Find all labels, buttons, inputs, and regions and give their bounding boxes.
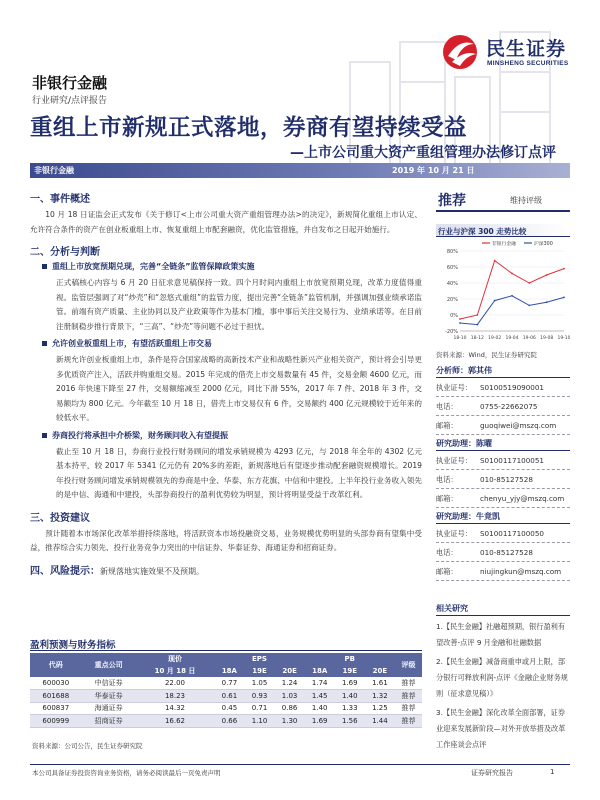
bullet-paragraph: 截止至 10 月 18 日，券商行业投行财务顾问的增发承销规模为 4293 亿元，与 2018 年全年的 4302 亿元基本持平，较 2017 年 5341 亿元仍有 20%多的差距，新规落地后有望逐步推动配套融资规模增长。2019 年投行财务顾问增发承销规模领先的券商是中金、华泰、东方花旗、中信和中建投。上半年投行业务收入领先的是中信、海通和中建投，头部券商投行的盈利优势较为明显，预计将明显受益于改革红利。 xyxy=(56,446,422,499)
x-tick-label: 18-12 xyxy=(470,336,484,341)
bullet-square-icon xyxy=(42,433,47,438)
data-point xyxy=(563,297,565,299)
col-name: 重点公司 xyxy=(82,653,136,677)
trend-chart-svg xyxy=(436,237,570,347)
x-tick-label: 19-06 xyxy=(522,336,536,341)
header-banner xyxy=(30,163,570,178)
related-item[interactable]: 2.【民生金融】减备商重申或月上限，部分银行可释放利润-点评《金融企业财务规则（征求意见稿）》 xyxy=(436,657,568,698)
bullet-square-icon xyxy=(42,341,47,346)
analyst-phone: 电话： 010-85127528 xyxy=(436,470,570,489)
legend-label: 沪深300 xyxy=(534,242,553,247)
risk-heading: 四、风险提示：新规落地实施效果不及预期。 xyxy=(30,565,204,577)
analyst-email[interactable]: 邮箱： guoqiwei@mszq.com xyxy=(436,416,570,435)
data-point xyxy=(528,305,530,307)
x-tick-label: 19-10 xyxy=(557,336,570,341)
related-heading: 相关研究 xyxy=(436,599,570,616)
related-item[interactable]: 3.【民生金融】深化改革全面部署，证券业迎来发展新阶段—对外开放举措及改革工作座谈会点评 xyxy=(436,708,566,749)
col-eps: EPS xyxy=(214,653,304,665)
col-price-date: 10 月 18 日 xyxy=(136,665,215,677)
x-tick-label: 19-08 xyxy=(540,336,554,341)
data-point xyxy=(459,322,461,324)
bullet-heading: 券商投行将承担中介桥梁，财务顾问收入有望提振 xyxy=(30,430,422,445)
related-item[interactable]: 1.【民生金融】社融超预期，银行盈利有望改善-点评 9 月金融和社融数据 xyxy=(436,622,566,647)
series-line xyxy=(460,296,564,325)
analyst-license: 执业证号： S0100519090001 xyxy=(436,378,570,397)
data-point xyxy=(459,318,461,320)
data-point xyxy=(563,268,565,270)
col-rating: 评级 xyxy=(395,653,422,677)
analyst-phone: 电话： 010-85127528 xyxy=(436,543,570,562)
table-row: 600999 招商证券 16.62 0.66 1.10 1.30 1.69 1.56 1.44 推荐 xyxy=(30,715,422,728)
data-point xyxy=(546,301,548,303)
table-row: 600030 中信证券 22.00 0.77 1.05 1.24 1.74 1.69 1.61 推荐 xyxy=(30,677,422,690)
x-tick-label: 19-02 xyxy=(488,336,502,341)
analyst-phone: 电话： 0755-22662075 xyxy=(436,397,570,416)
paragraph: 10 月 18 日证监会正式发布《关于修订<上市公司重大资产重组管理办法>的决定》，新规简化重组上市认定、允许符合条件的资产在创业板重组上市、恢复重组上市配套融资，优化监管措施，并自发布之日起开始施行。 xyxy=(30,210,422,234)
paragraph: 预计随着本市场深化改革举措持续落地，将活跃资本市场投融资交易，业务规模优势明显的头部券商有望集中受益，推荐综合实力领先、投行业务竞争力突出的中信证券、华泰证券、海通证券和招商证券。 xyxy=(30,528,422,552)
data-point xyxy=(511,295,513,297)
table-title: 盈利预测与财务指标 xyxy=(30,637,422,651)
financial-table: 代码 重点公司 现价 EPS PB 评级 10 月 18 日 18A 19E 20E 18A 19E 20E 600030 中信证券 22.00 0.77 1.05 1.24 1.74 1.69 1.61 推荐 601688 华泰证券 18.23 0.61 0.93 1.03 1.45 1.40 1.32 推荐 600837 海通证券 14.32 0.45 0.71 0.86 1.40 1.33 1.25 推荐 600999 招商证券 16.62 0.66 1.10 1.30 1.69 1.56 1.44 推荐 xyxy=(30,653,422,728)
analyst-heading: 研究助理：陈曜 xyxy=(436,435,570,451)
section-heading: 一、事件概述 xyxy=(30,194,90,205)
main-column xyxy=(30,190,422,576)
report-title: 重组上市新规正式落地，券商有望持续受益 xyxy=(30,115,468,141)
report-date: 2019 年 10 月 21 日 xyxy=(392,166,475,175)
rating-keep: 维持评级 xyxy=(510,196,542,205)
chart-heading: 行业与沪深 300 走势比较 xyxy=(436,224,570,237)
analyst-heading: 分析师：郭其伟 xyxy=(436,362,570,378)
series-line xyxy=(460,261,564,319)
sector-label: 非银行金融 xyxy=(32,74,108,92)
page-number: 1 xyxy=(550,768,555,776)
bullet-paragraph: 新规允许创业板重组上市，条件是符合国家战略的高新技术产业和战略性新兴产业相关资产，预计将会引导更多优质资产注入，活跃并购重组交易。2015 年完成的借壳上市交易数量有 45 件，交易金额 4600 亿元，而 2016 年快速下降至 27 件，交易额缩减至 2000 亿元，同比下滑 55%，2017 年 7 件、2018 年 3 件，交易额均为 800 亿元。今年截至 10 月 18 日，借壳上市交易仅有 6 件，交易额约 400 亿元规模较于近年来的较低水平。 xyxy=(56,355,422,422)
analyst-heading: 研究助理：牛竟凯 xyxy=(436,508,570,524)
rating-box xyxy=(436,190,570,212)
bullet-heading: 重组上市放宽预期兑现，完善“全链条”监管保障政策实施 xyxy=(30,261,422,276)
side-column xyxy=(436,190,570,753)
risk-text: 新规落地实施效果不及预期。 xyxy=(100,566,204,576)
table-source: 资料来源：公司公告，民生证券研究院 xyxy=(32,742,143,750)
analyst-license: 执业证号： S0100117100050 xyxy=(436,524,570,543)
logo-text: 民生证券 xyxy=(486,38,567,60)
legend-label: 非银行金融 xyxy=(492,242,516,247)
data-point xyxy=(528,282,530,284)
data-point xyxy=(476,314,478,316)
bullet-heading: 允许创业板重组上市，有望活跃重组上市交易 xyxy=(30,338,422,353)
table-row: 600837 海通证券 14.32 0.45 0.71 0.86 1.40 1.33 1.25 推荐 xyxy=(30,702,422,715)
y-tick-label: 40% xyxy=(446,281,458,287)
bullet-paragraph: 正式稿核心内容与 6 月 20 日征求意见稿保持一致。四个月时间内重组上市放宽预期兑现，改革力度值得重视。监管层强调了对“炒壳”和“忽悠式重组”的监管力度，提出完善“全链条”监管机制，并强调加强业绩承诺监管。前端有资产质量、主业协同以及产业政策等作为基本门槛，事中事后关注交易行为、业绩承诺等。在目前注册制稳步推行背景下，“三高”、“炒壳”等问题不必过于担忧。 xyxy=(56,278,422,331)
y-tick-label: 80% xyxy=(446,249,458,255)
col-code: 代码 xyxy=(30,653,82,677)
y-tick-label: -20% xyxy=(445,329,458,335)
banner-sector: 非银行金融 xyxy=(34,166,74,175)
footer-divider xyxy=(30,764,570,765)
data-point xyxy=(511,273,513,275)
col-pb: PB xyxy=(305,653,395,665)
footer-disclaimer: 本公司具备证券投资咨询业务资格，请务必阅读最后一页免责声明 xyxy=(32,769,221,777)
y-tick-label: 20% xyxy=(446,297,458,303)
chart-source: 资料来源：Wind，民生证券研究院 xyxy=(436,351,537,359)
data-point xyxy=(494,300,496,302)
bullet-square-icon xyxy=(42,264,47,269)
y-tick-label: 60% xyxy=(446,265,458,271)
section-heading: 二、分析与判断 xyxy=(30,247,100,258)
data-point xyxy=(494,260,496,262)
section-heading: 三、投资建议 xyxy=(30,512,90,524)
analyst-email[interactable]: 邮箱： chenyu_yjy@mszq.com xyxy=(436,489,570,508)
y-tick-label: 0% xyxy=(450,313,458,319)
data-point xyxy=(546,274,548,276)
table-row: 601688 华泰证券 18.23 0.61 0.93 1.03 1.45 1.40 1.32 推荐 xyxy=(30,690,422,703)
report-subtitle: —上市公司重大资产重组管理办法修订点评 xyxy=(290,145,556,161)
rating-value: 推荐 xyxy=(438,193,466,209)
analyst-email[interactable]: 邮箱： niujingkun@mszq.com xyxy=(436,562,570,581)
analyst-license: 执业证号： S0100117100051 xyxy=(436,451,570,470)
col-price: 现价 xyxy=(136,653,215,665)
logo-text-en: MINSHENG SECURITIES xyxy=(487,60,569,67)
footer-label: 证券研究报告 xyxy=(471,769,513,777)
report-type: 行业研究/点评报告 xyxy=(32,96,108,106)
x-tick-label: 18-10 xyxy=(453,336,467,341)
x-tick-label: 19-04 xyxy=(505,336,519,341)
trend-chart xyxy=(436,237,570,347)
data-point xyxy=(476,324,478,326)
